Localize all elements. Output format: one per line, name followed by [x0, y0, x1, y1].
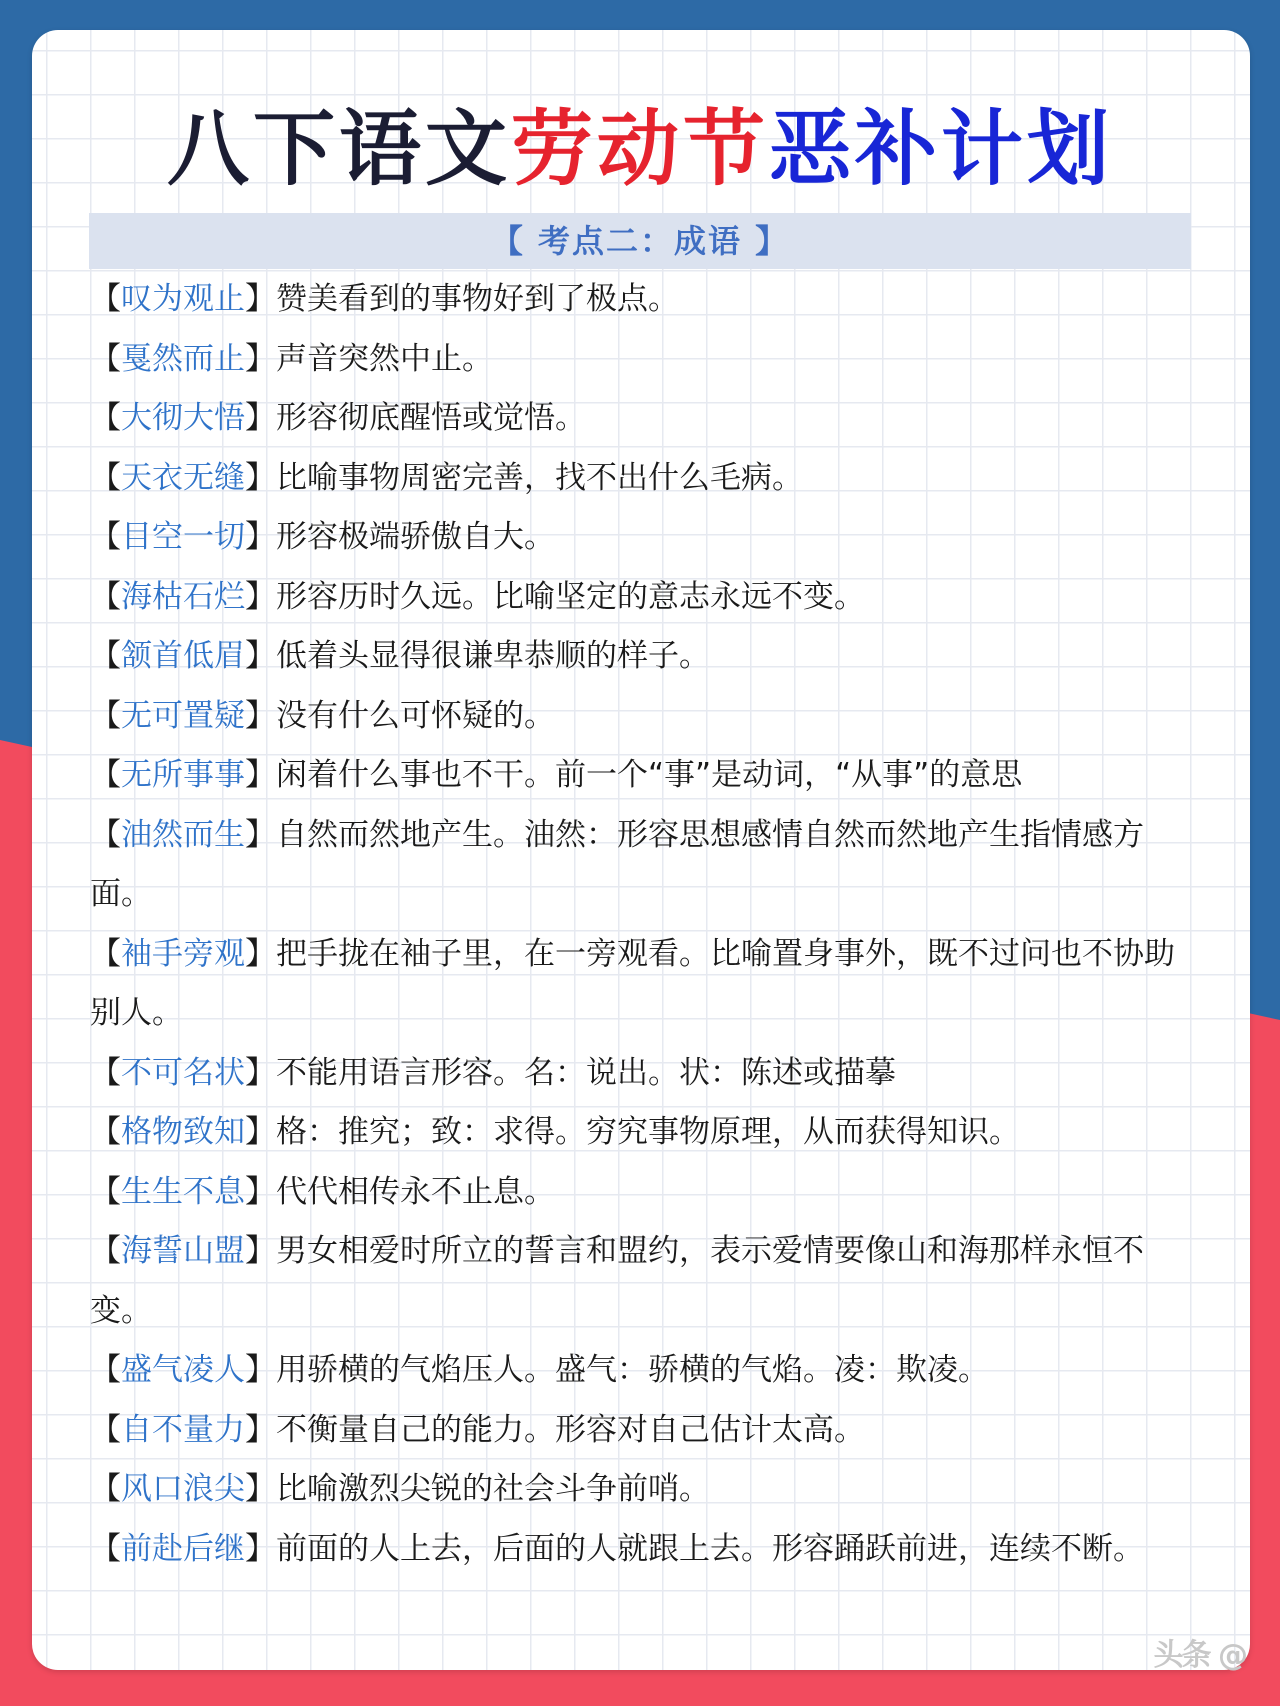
idiom-definition: 格：推究；致：求得。穷究事物原理，从而获得知识。 [276, 1114, 1020, 1150]
idiom-definition: 用骄横的气焰压人。盛气：骄横的气焰。凌：欺凌。 [276, 1352, 989, 1388]
idiom-definition: 代代相传永不止息。 [276, 1173, 555, 1210]
idiom-item [90, 389, 1202, 449]
idiom-item [90, 330, 1202, 390]
idiom-term: 【无所事事】 [90, 757, 276, 793]
idiom-item [90, 508, 1202, 568]
idiom-definition: 形容极端骄傲自大。 [276, 519, 555, 555]
idiom-item [90, 270, 1202, 330]
idiom-term-text: 不可名状 [121, 1054, 245, 1091]
idiom-term-text: 前赴后继 [121, 1530, 245, 1567]
idiom-definition: 自然而然地产生。油然：形容思想感情自然而然地产生指情感方面。 [90, 816, 1144, 912]
idiom-term: 【海枯石烂】 [90, 578, 276, 615]
idiom-term-text: 大彻大悟 [121, 400, 245, 436]
idiom-item [90, 925, 1202, 1044]
idiom-term: 【风口浪尖】 [90, 1471, 276, 1507]
idiom-item [90, 1163, 1202, 1223]
watermark: 头条 @ [1153, 1638, 1246, 1673]
idiom-term: 【戛然而止】 [90, 340, 276, 377]
idiom-definition: 比喻事物周密完善，找不出什么毛病。 [276, 459, 803, 496]
idiom-definition: 比喻激烈尖锐的社会斗争前哨。 [276, 1471, 710, 1507]
idiom-term: 【目空一切】 [90, 519, 276, 555]
idiom-item [90, 1044, 1202, 1104]
idiom-item [90, 1341, 1202, 1401]
idiom-definition: 形容历时久远。比喻坚定的意志永远不变。 [276, 578, 865, 615]
idiom-term: 【颔首低眉】 [90, 638, 276, 674]
idiom-item [90, 1460, 1202, 1520]
idiom-item [90, 687, 1202, 747]
idiom-term: 【袖手旁观】 [90, 935, 276, 972]
idiom-term: 【盛气凌人】 [90, 1352, 276, 1388]
idiom-term-text: 颔首低眉 [121, 638, 245, 674]
idiom-definition: 声音突然中止。 [276, 340, 493, 377]
idiom-term: 【自不量力】 [90, 1411, 276, 1448]
idiom-term-text: 盛气凌人 [121, 1352, 245, 1388]
idiom-item [90, 627, 1202, 687]
idiom-item [90, 746, 1202, 806]
idiom-term-text: 袖手旁观 [121, 935, 245, 972]
idiom-item [90, 1222, 1202, 1341]
page-title [0, 95, 1280, 205]
idiom-term: 【叹为观止】 [90, 281, 276, 317]
idiom-term-text: 目空一切 [121, 519, 245, 555]
idiom-term-text: 油然而生 [121, 816, 245, 853]
idiom-term-text: 戛然而止 [121, 340, 245, 377]
title-part-2: 劳动节 [510, 102, 769, 197]
idiom-definition: 没有什么可怀疑的。 [276, 697, 555, 734]
idiom-definition: 赞美看到的事物好到了极点。 [276, 281, 679, 317]
idiom-term: 【天衣无缝】 [90, 459, 276, 496]
idiom-term-text: 格物致知 [121, 1114, 245, 1150]
idiom-term-text: 无可置疑 [121, 697, 245, 734]
idiom-term-text: 叹为观止 [121, 281, 245, 317]
idiom-term: 【油然而生】 [90, 816, 276, 853]
idiom-term-text: 生生不息 [121, 1173, 245, 1210]
idiom-item [90, 568, 1202, 628]
idiom-term-text: 风口浪尖 [121, 1471, 245, 1507]
idiom-item [90, 1103, 1202, 1163]
idiom-list [90, 270, 1202, 1579]
idiom-term-text: 无所事事 [121, 757, 245, 793]
idiom-term: 【海誓山盟】 [90, 1233, 276, 1269]
idiom-term: 【格物致知】 [90, 1114, 276, 1150]
idiom-definition: 低着头显得很谦卑恭顺的样子。 [276, 638, 710, 674]
title-part-3: 恶补计划 [769, 102, 1114, 197]
idiom-item [90, 806, 1202, 925]
idiom-definition: 男女相爱时所立的誓言和盟约，表示爱情要像山和海那样永恒不变。 [90, 1233, 1144, 1329]
idiom-definition: 把手拢在袖子里，在一旁观看。比喻置身事外，既不过问也不协助别人。 [90, 935, 1175, 1031]
idiom-term-text: 天衣无缝 [121, 459, 245, 496]
idiom-term: 【前赴后继】 [90, 1530, 276, 1567]
idiom-item [90, 449, 1202, 509]
title-part-1: 八下语文 [166, 102, 511, 197]
idiom-item [90, 1401, 1202, 1461]
idiom-definition: 形容彻底醒悟或觉悟。 [276, 400, 586, 436]
idiom-definition: 不能用语言形容。名：说出。状：陈述或描摹 [276, 1054, 896, 1091]
idiom-term-text: 海枯石烂 [121, 578, 245, 615]
idiom-term: 【大彻大悟】 [90, 400, 276, 436]
idiom-definition: 闲着什么事也不干。前一个“事”是动词，“从事”的意思 [276, 757, 1023, 793]
idiom-item [90, 1520, 1202, 1580]
idiom-term: 【生生不息】 [90, 1173, 276, 1210]
idiom-term-text: 海誓山盟 [121, 1233, 245, 1269]
idiom-definition: 不衡量自己的能力。形容对自己估计太高。 [276, 1411, 865, 1448]
idiom-term: 【无可置疑】 [90, 697, 276, 734]
idiom-definition: 前面的人上去，后面的人就跟上去。形容踊跃前进，连续不断。 [276, 1530, 1144, 1567]
idiom-term: 【不可名状】 [90, 1054, 276, 1091]
section-banner: 【 考点二：成语 】 [89, 213, 1191, 269]
idiom-term-text: 自不量力 [121, 1411, 245, 1448]
